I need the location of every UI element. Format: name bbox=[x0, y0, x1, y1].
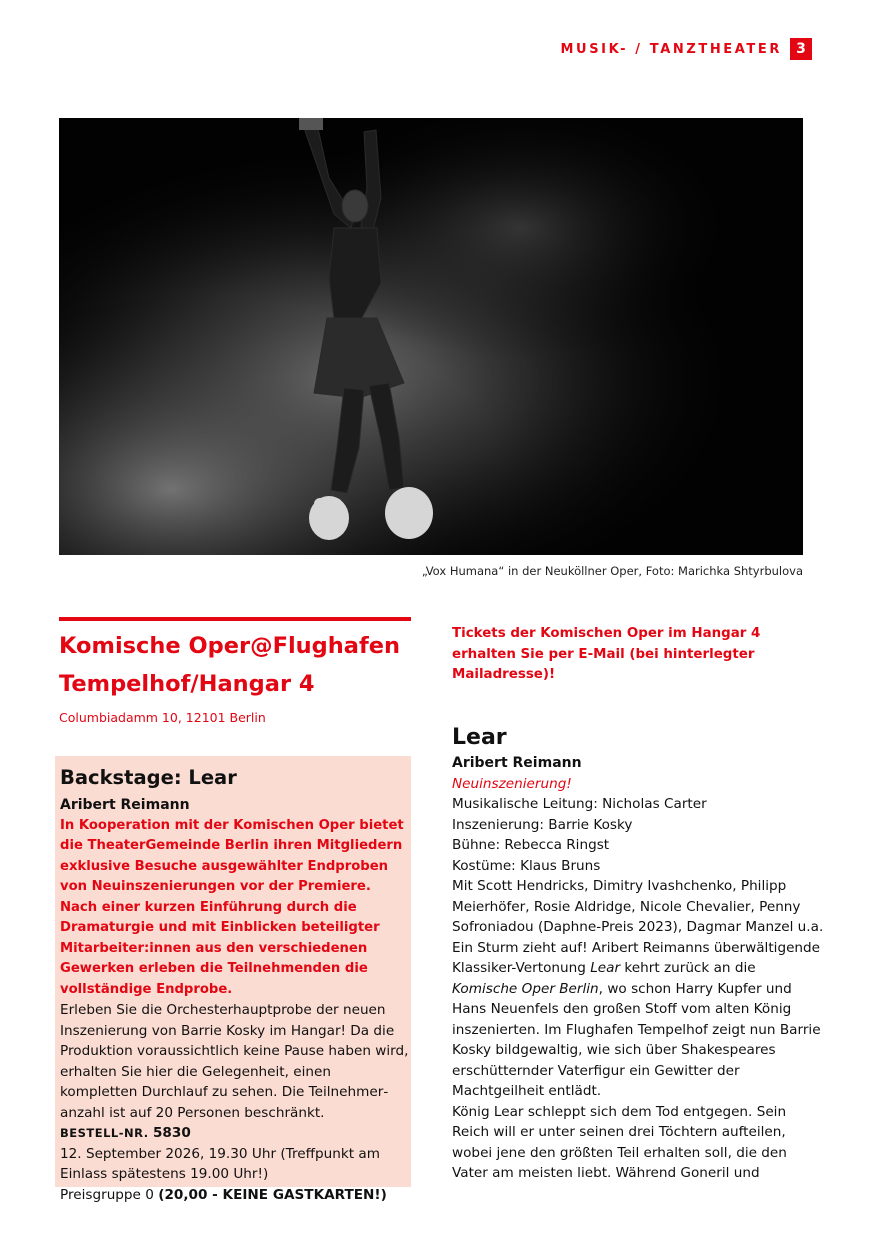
photo-caption: „Vox Humana“ in der Neuköllner Oper, Foto: Marichka Shtyrbulova bbox=[421, 564, 803, 578]
section-label: MUSIK- / TANZTHEATER bbox=[560, 41, 782, 57]
credit-director: Inszenierung: Barrie Kosky bbox=[452, 816, 633, 833]
credit-costumes: Kostüme: Klaus Bruns bbox=[452, 857, 601, 874]
venue-title: Komische Oper@Flughafen Tempelhof/Hangar 4 bbox=[59, 633, 401, 697]
desc-venue-italic: Komische Oper Berlin bbox=[452, 980, 599, 997]
lear-description bbox=[452, 938, 824, 1102]
credit-stage: Bühne: Rebecca Ringst bbox=[452, 837, 610, 853]
desc-part: , wo schon Harry Kupfer und Hans Neuenfels den großen Stoff vom alten König inszenierten. Im Flughafen Tempelhof zeigt nun Barrie Kosky bildgewaltig, wie sich über Shakespeares erschütternder Vaterfigur ein Gewitter der Machtgeilheit entlädt. bbox=[452, 980, 821, 1099]
premiere-label: Neuinszenierung! bbox=[452, 775, 572, 792]
lear-composer: Aribert Reimann bbox=[452, 754, 582, 771]
order-label: BESTELL-NR. bbox=[60, 1126, 149, 1140]
price-detail: (20,00 - KEINE GASTKARTEN!) bbox=[158, 1186, 387, 1203]
order-line bbox=[60, 1123, 411, 1144]
backstage-body: Erleben Sie die Orchesterhauptprobe der neuen Inszenierung von Barrie Kosky im Hangar! Da die Produktion voraussichtlich keine Pause haben wird, erhalten Sie hier die Gelegenheit, einen kompletten Durchlauf zu sehen. Die Teilnehmeranzahl ist auf 20 Personen beschränkt. bbox=[60, 1002, 409, 1121]
backstage-title: Backstage: Lear bbox=[60, 766, 237, 789]
backstage-box bbox=[55, 756, 411, 1203]
hero-photo bbox=[59, 118, 803, 555]
desc-part: kehrt zurück an die bbox=[620, 960, 756, 976]
lear-column bbox=[452, 624, 824, 1184]
backstage-composer: Aribert Reimann bbox=[60, 797, 190, 813]
dancer-photo-illustration bbox=[59, 118, 803, 555]
credit-conductor: Musikalische Leitung: Nicholas Carter bbox=[452, 796, 707, 812]
lear-plot: König Lear schleppt sich dem Tod entgegen. Sein Reich will er unter seinen drei Töchtern aufteilen, wobei jene den größten Teil erhalten soll, die den Vater am meisten liebt. Während Goneril und bbox=[452, 1103, 787, 1181]
venue-address: Columbiadamm 10, 12101 Berlin bbox=[59, 710, 266, 725]
price-line bbox=[60, 1185, 411, 1206]
desc-part: Ein Sturm zieht auf! Aribert Reimanns überwältigende Klassiker-Vertonung bbox=[452, 939, 821, 976]
red-divider bbox=[59, 617, 411, 621]
order-number: 5830 bbox=[152, 1125, 191, 1141]
lear-title: Lear bbox=[452, 724, 507, 750]
event-date: 12. September 2026, 19.30 Uhr (Treffpunkt am Einlass spätestens 19.00 Uhr!) bbox=[60, 1145, 380, 1182]
page-number: 3 bbox=[790, 38, 812, 60]
desc-title-italic: Lear bbox=[590, 960, 621, 976]
running-head bbox=[561, 38, 813, 60]
backstage-intro: In Kooperation mit der Komischen Oper bietet die TheaterGemeinde Berlin ihren Mitgliedern exklusive Besuche ausgewählter Endproben von Neuinszenierungen vor der Premiere. Nach einer kurzen Einführung durch die Dramaturgie und mit Einblicken beteiligter Mitarbeiter:innen aus den verschiedenen Gewerken erleben die Teilnehmenden die vollständige Endprobe. bbox=[60, 817, 404, 997]
tickets-note: Tickets der Komischen Oper im Hangar 4 erhalten Sie per E-Mail (bei hinterlegter Mailadresse)! bbox=[452, 626, 761, 682]
price-group: Preisgruppe 0 bbox=[60, 1186, 154, 1203]
cast-list: Mit Scott Hendricks, Dimitry Ivashchenko, Philipp Meierhöfer, Rosie Aldridge, Nicole Chevalier, Penny Sofroniadou (Daphne-Preis 2023), Dagmar Manzel u.a. bbox=[452, 878, 824, 935]
